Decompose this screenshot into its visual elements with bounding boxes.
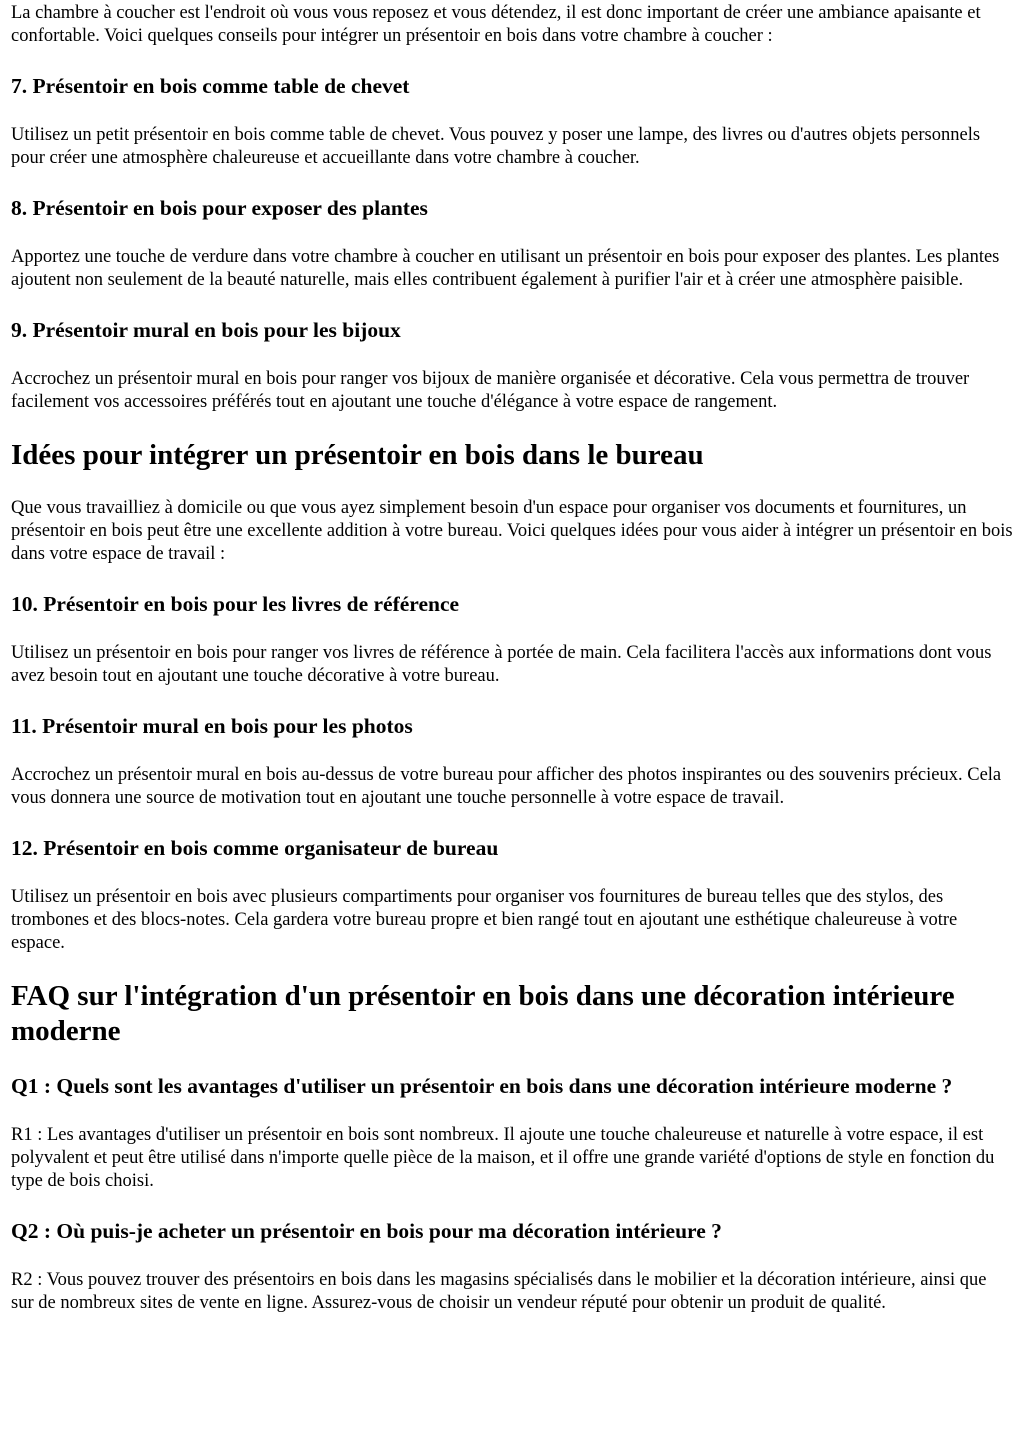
heading-faq-section: FAQ sur l'intégration d'un présentoir en bois dans une décoration intérieure moderne	[11, 980, 955, 1047]
heading-tip-10: 10. Présentoir en bois pour les livres de référence	[11, 592, 460, 616]
heading-tip-9: 9. Présentoir mural en bois pour les bijoux	[11, 318, 401, 342]
heading-office-section: Idées pour intégrer un présentoir en bois dans le bureau	[11, 439, 704, 471]
heading-tip-7: 7. Présentoir en bois comme table de chevet	[11, 74, 410, 98]
paragraph-tip-7: Utilisez un petit présentoir en bois comme table de chevet. Vous pouvez y poser une lampe, des livres ou d'autres objets personnels pour créer une atmosphère chaleureuse et accueillante dans votre chambre à coucher.	[11, 125, 981, 168]
document-body	[0, 2, 1024, 1315]
paragraph-tip-11: Accrochez un présentoir mural en bois au-dessus de votre bureau pour afficher des photos inspirantes ou des souvenirs précieux. Cela vous donnera une source de motivation tout en ajoutant une touche personnelle à votre espace de travail.	[11, 765, 1002, 808]
paragraph-tip-8: Apportez une touche de verdure dans votre chambre à coucher en utilisant un présentoir en bois pour exposer des plantes. Les plantes ajoutent non seulement de la beauté naturelle, mais elles contribuent également à purifier l'air et à créer une atmosphère paisible.	[11, 247, 1000, 290]
heading-tip-11: 11. Présentoir mural en bois pour les photos	[11, 714, 413, 738]
paragraph-faq-r1: R1 : Les avantages d'utiliser un présentoir en bois sont nombreux. Il ajoute une touche chaleureuse et naturelle à votre espace, il est polyvalent et peut être utilisé dans n'importe quelle pièce de la maison, et il offre une grande variété d'options de style en fonction du type de bois choisi.	[11, 1125, 995, 1191]
heading-faq-q1: Q1 : Quels sont les avantages d'utiliser un présentoir en bois dans une décoration intérieure moderne ?	[11, 1074, 953, 1098]
paragraph-tip-9: Accrochez un présentoir mural en bois pour ranger vos bijoux de manière organisée et décorative. Cela vous permettra de trouver facilement vos accessoires préférés tout en ajoutant une touche d'élégance à votre espace de rangement.	[11, 369, 970, 412]
paragraph-faq-r2: R2 : Vous pouvez trouver des présentoirs en bois dans les magasins spécialisés dans le mobilier et la décoration intérieure, ainsi que sur de nombreux sites de vente en ligne. Assurez-vous de choisir un vendeur réputé pour obtenir un produit de qualité.	[11, 1270, 987, 1313]
heading-tip-12: 12. Présentoir en bois comme organisateur de bureau	[11, 836, 499, 860]
heading-tip-8: 8. Présentoir en bois pour exposer des plantes	[11, 196, 428, 220]
intro-office-paragraph: Que vous travailliez à domicile ou que vous ayez simplement besoin d'un espace pour organiser vos documents et fournitures, un présentoir en bois peut être une excellente addition à votre bureau. Voici quelques idées pour vous aider à intégrer un présentoir en bois dans votre espace de travail :	[11, 498, 1013, 564]
paragraph-tip-12: Utilisez un présentoir en bois avec plusieurs compartiments pour organiser vos fournitures de bureau telles que des stylos, des trombones et des blocs-notes. Cela gardera votre bureau propre et bien rangé tout en ajoutant une esthétique chaleureuse à votre espace.	[11, 887, 958, 953]
intro-bedroom-paragraph: La chambre à coucher est l'endroit où vous vous reposez et vous détendez, il est donc important de créer une ambiance apaisante et confortable. Voici quelques conseils pour intégrer un présentoir en bois dans votre chambre à coucher :	[11, 3, 981, 46]
heading-faq-q2: Q2 : Où puis-je acheter un présentoir en bois pour ma décoration intérieure ?	[11, 1219, 722, 1243]
paragraph-tip-10: Utilisez un présentoir en bois pour ranger vos livres de référence à portée de main. Cela facilitera l'accès aux informations dont vous avez besoin tout en ajoutant une touche décorative à votre bureau.	[11, 643, 992, 686]
